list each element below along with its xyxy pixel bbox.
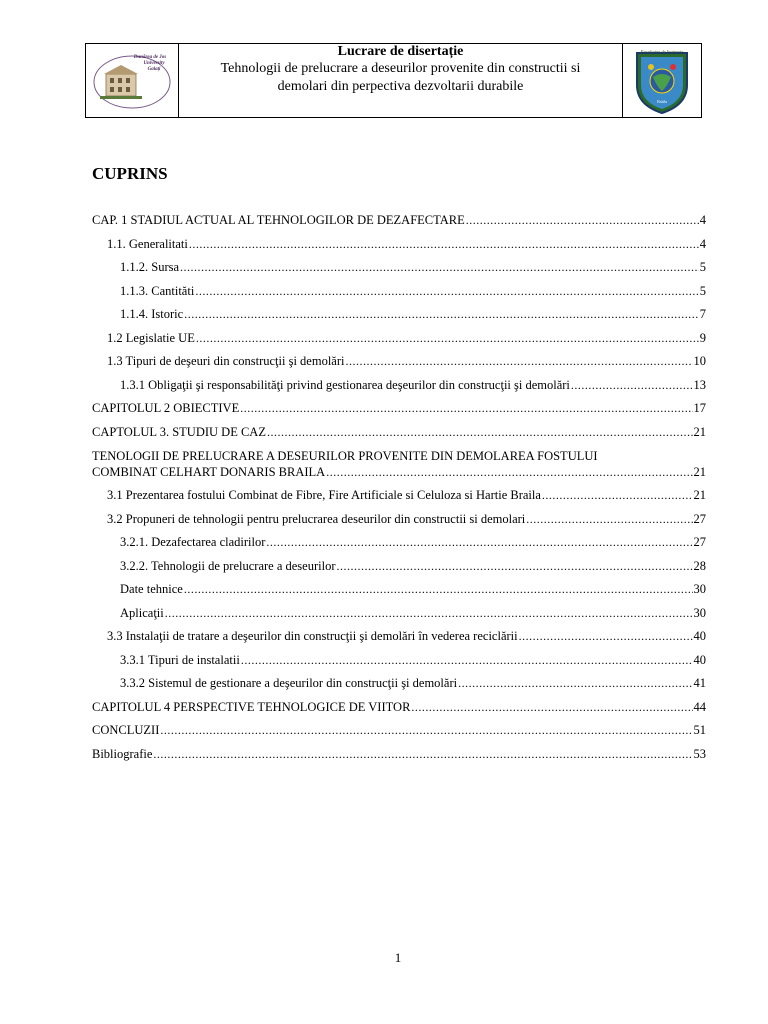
toc-entry[interactable] (92, 676, 706, 700)
toc-entry-page: 7 (699, 307, 706, 321)
toc-entry-page: 21 (693, 424, 706, 439)
toc-entry-multiline[interactable] (92, 448, 706, 488)
toc-entry[interactable] (92, 559, 706, 583)
toc-entry[interactable] (92, 582, 706, 606)
toc-entry[interactable] (92, 284, 706, 308)
toc-entry[interactable] (92, 535, 706, 559)
toc-entry-label-line2: COMBINAT CELHART DONARIS BRAILA (92, 465, 326, 479)
toc-entry-label: 3.3 Instalaţii de tratare a deşeurilor din construcţii şi demolări în vederea reciclării (107, 629, 518, 643)
toc-leader-dots (184, 307, 699, 322)
toc-leader-dots (542, 488, 693, 503)
toc-entry-label: Bibliografie (92, 746, 153, 761)
toc-entry-page: 30 (693, 605, 706, 620)
toc-entry-page: 51 (693, 723, 706, 737)
toc-entry-page: 5 (699, 283, 706, 298)
toc-entry[interactable] (92, 512, 706, 536)
toc-leader-dots (267, 425, 693, 440)
toc-entry-page: 40 (693, 629, 706, 643)
toc-entry-page: 40 (693, 652, 706, 667)
toc-entry-page: 53 (693, 746, 706, 761)
toc-leader-dots (326, 465, 692, 480)
faculty-shield-logo-icon (631, 47, 693, 115)
toc-entry-page: 4 (699, 213, 706, 227)
toc-entry[interactable] (92, 629, 706, 653)
toc-entry-page: 41 (693, 676, 706, 690)
toc-entry-label: CAPITOLUL 4 PERSPECTIVE TEHNOLOGICE DE VIITOR (92, 699, 411, 714)
toc-entry-page: 44 (693, 699, 706, 714)
header-title-cell (179, 44, 622, 117)
toc-entry-label: 3.2.2. Tehnologii de prelucrare a deseurilor (120, 558, 336, 573)
toc-entry-label: 1.3 Tipuri de deşeuri din construcţii şi demolări (107, 354, 345, 368)
toc-entry-page: 27 (693, 511, 706, 526)
toc-entry[interactable] (92, 488, 706, 512)
toc-leader-dots (337, 559, 693, 574)
right-logo-text-1: Facultatea de Inginerie (640, 49, 684, 54)
toc-entry-label: 1.3.1 Obligaţii şi responsabilităţi privind gestionarea deşeurilor din construcţii şi demolări (120, 377, 570, 392)
toc-entry-page: 10 (693, 354, 706, 368)
toc-entry-label: CAPITOLUL 2 OBIECTIVE (92, 401, 240, 415)
toc-heading: CUPRINS (92, 164, 168, 183)
toc-leader-dots (184, 582, 693, 597)
toc-entry[interactable] (92, 606, 706, 630)
toc-entry[interactable] (92, 425, 706, 449)
toc-entry-page: 21 (693, 465, 706, 479)
toc-entry-label: 1.1.2. Sursa (120, 260, 180, 274)
toc-entry-page: 4 (699, 236, 706, 251)
toc-leader-dots (153, 747, 692, 762)
toc-entry-label: CAP. 1 STADIUL ACTUAL AL TEHNOLOGILOR DE DEZAFECTARE (92, 213, 465, 227)
toc-leader-dots (571, 378, 693, 393)
toc-leader-dots (526, 512, 692, 527)
left-logo-text-2: University (143, 61, 165, 66)
toc-entry-label: 3.2.1. Dezafectarea cladirilor (120, 535, 266, 549)
toc-leader-dots (196, 331, 699, 346)
toc-entry-label: 3.2 Propuneri de tehnologii pentru prelucrarea deseurilor din constructii si demolari (107, 511, 526, 526)
toc-entry-label: 1.1.4. Istoric (120, 307, 184, 321)
toc-entry[interactable] (92, 723, 706, 747)
toc-entry[interactable] (92, 331, 706, 355)
left-logo-text-3: Galați (147, 67, 161, 72)
toc-leader-dots (519, 629, 693, 644)
toc-leader-dots (241, 653, 693, 668)
toc-entry-label: Date tehnice (120, 582, 183, 596)
toc-entry[interactable] (92, 653, 706, 677)
toc-entry-label: 1.1. Generalitati (107, 236, 188, 251)
toc-entry[interactable] (92, 378, 706, 402)
toc-leader-dots (165, 606, 693, 621)
toc-entry[interactable] (92, 354, 706, 378)
document-header (85, 43, 702, 118)
toc-entry-label-line1: TENOLOGII DE PRELUCRARE A DESEURILOR PROVENITE DIN DEMOLAREA FOSTULUI (92, 449, 598, 463)
left-logo-text-1: Dunărea de Jos (133, 55, 167, 60)
toc-entry-page: 17 (693, 401, 706, 415)
header-right-cell (622, 44, 701, 117)
toc-entry-label: 1.1.3. Cantităti (120, 283, 195, 298)
toc-entry-page: 30 (693, 582, 706, 596)
toc-leader-dots (345, 354, 692, 369)
toc-entry[interactable] (92, 237, 706, 261)
toc-entry-label: CAPTOLUL 3. STUDIU DE CAZ (92, 424, 266, 439)
toc-entry-label: 1.2 Legislatie UE (107, 330, 195, 345)
header-subtitle-line1: Tehnologii de prelucrare a deseurilor provenite din constructii si (220, 61, 581, 76)
toc-leader-dots (266, 535, 692, 550)
toc-leader-dots (180, 260, 699, 275)
toc-entry-page: 13 (693, 377, 706, 392)
toc-entry-label: 3.3.2 Sistemul de gestionare a deşeurilor din construcţii şi demolări (120, 676, 458, 690)
toc-entry-page: 9 (699, 330, 706, 345)
toc-leader-dots (411, 700, 692, 715)
toc-entry-label: 3.1 Prezentarea fostului Combinat de Fibre, Fire Artificiale si Celuloza si Hartie Braila (107, 488, 541, 502)
toc-leader-dots (160, 723, 692, 738)
toc-leader-dots (466, 213, 699, 228)
toc-entry-page: 5 (699, 260, 706, 274)
header-left-cell (86, 44, 179, 117)
toc-leader-dots (195, 284, 698, 299)
toc-entry-label: Aplicaţii (120, 605, 164, 620)
toc-entry-page: 27 (693, 535, 706, 549)
toc-entry[interactable] (92, 307, 706, 331)
toc-entry-label: 3.3.1 Tipuri de instalatii (120, 652, 240, 667)
toc-entry-page: 28 (693, 558, 706, 573)
toc-entry-label: CONCLUZII (92, 723, 160, 737)
page-number: 1 (394, 950, 402, 965)
toc-entry-page: 21 (693, 488, 706, 502)
toc-entry[interactable] (92, 260, 706, 284)
header-title: Lucrare de disertație (337, 44, 464, 59)
toc-leader-dots (458, 676, 692, 691)
toc-entry[interactable] (92, 747, 706, 771)
toc-leader-dots (189, 237, 699, 252)
toc-entry[interactable] (92, 401, 706, 425)
table-of-contents (92, 213, 706, 770)
header-subtitle-line2: demolari din perpectiva dezvoltarii durabile (277, 79, 524, 94)
toc-leader-dots (240, 401, 692, 416)
toc-entry[interactable] (92, 213, 706, 237)
toc-entry[interactable] (92, 700, 706, 724)
right-logo-text-2: Brăila (657, 99, 667, 104)
university-building-logo-icon (92, 50, 172, 110)
